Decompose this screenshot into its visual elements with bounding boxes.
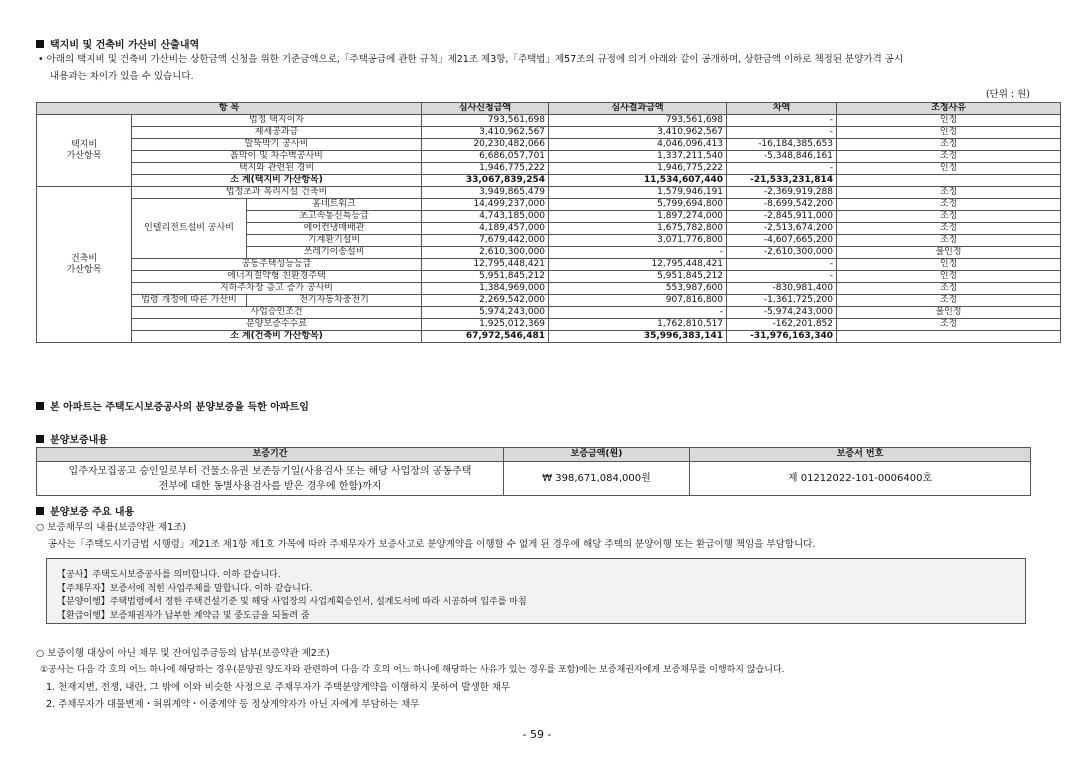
result-amount: 5,799,694,800 [549,199,727,211]
section-title-main-content: 분양보증 주요 내용 [36,503,134,518]
table-row [37,139,1061,151]
section-description: • 아래의 택지비 및 건축비 가산비는 상한금액 신청을 위한 기준금액으로,「주택공급에 관한 규칙」제21조 제3항,「주택법」제57조의 규정에 의거 아래와 같이 공개하며, 상한금액 이하로 책정된 분양가격 공시 내용과는 차이가 있을 수 있습니다. [38,54,904,82]
table-row [37,127,1061,139]
result-amount: 3,071,776,800 [549,235,727,247]
reason-cell: 불인정 [837,307,1061,319]
group-label-build: 건축비 가산항목 [37,187,132,343]
definition-box [46,558,1026,624]
applied-amount: 33,067,839,254 [422,175,549,187]
reason-cell: 조정 [837,223,1061,235]
diff-amount: - [727,163,837,175]
reason-cell: 인정 [837,127,1061,139]
header-period: 보증기간 [37,448,504,462]
row-label: 흙막이 및 차수벽공사비 [132,151,422,163]
result-amount: 1,579,946,191 [549,187,727,199]
diff-amount: -31,976,163,340 [727,331,837,343]
diff-amount: -162,201,852 [727,319,837,331]
reason-cell: 불인정 [837,247,1061,259]
reason-cell: 조정 [837,211,1061,223]
diff-amount: -1,361,725,200 [727,295,837,307]
reason-cell: 인정 [837,163,1061,175]
reason-cell: 인정 [837,259,1061,271]
empty-cell [837,331,1061,343]
law-group-label: 법령 개정에 따른 가산비 [132,295,247,307]
diff-amount: -2,845,911,000 [727,211,837,223]
result-amount: - [549,247,727,259]
applied-amount: 7,679,442,000 [422,235,549,247]
row-label: 에너지절약형 친환경주택 [132,271,422,283]
guarantee-table [36,447,1031,496]
result-amount: 1,337,211,540 [549,151,727,163]
group-label-land: 택지비 가산항목 [37,115,132,187]
clause1-body: 공사는「주택도시기금법 시행령」제21조 제1항 제1호 가목에 따라 주채무자가 보증사고로 분양계약을 이행할 수 없게 된 경우에 해당 주택의 분양이행 또는 환급이행 책임을 부담합니다. [48,539,816,550]
subtotal-row [37,175,1061,187]
clause2-title: ○ 보증이행 대상이 아닌 채무 및 잔여입주금등의 납부(보증약관 제2조) [36,648,330,659]
table-row [37,283,1061,295]
reason-cell: 인정 [837,271,1061,283]
result-amount: 1,946,775,222 [549,163,727,175]
diff-amount: -8,699,542,200 [727,199,837,211]
section-title-cost: 택지비 및 건축비 가산비 산출내역 [36,36,199,51]
header-result: 심사결과금액 [549,103,727,115]
applied-amount: 2,269,542,000 [422,295,549,307]
definition-line: 【분양이행】주택법령에서 정한 주택건설기준 및 해당 사업장의 사업계획승인서, 설계도서에 따라 시공하여 입주를 마침 [57,597,527,607]
reason-cell: 조정 [837,283,1061,295]
section-title-guarantee-notice: 본 아파트는 주택도시보증공사의 분양보증을 득한 아파트임 [36,398,309,413]
clause2-line1: ①공사는 다음 각 호의 어느 하나에 해당하는 경우(분양권 양도자와 관련하여 다음 각 호의 어느 하나에 해당하는 사유가 있는 경우를 포함)에는 보증채권자에게 보증채무를 이행하지 않습니다. [40,665,785,675]
table-row [37,295,1061,307]
square-bullet-icon [36,435,44,443]
row-label: 지하주차장 층고 증가 공사비 [132,283,422,295]
intel-group-label: 인텔리전트설비 공사비 [132,199,247,259]
header-number: 보증서 번호 [690,448,1031,462]
reason-cell: 조정 [837,139,1061,151]
section-title-guarantee: 분양보증내용 [36,431,108,446]
table-row [37,151,1061,163]
table-row [37,271,1061,283]
table-row [37,163,1061,175]
result-amount: 1,762,810,517 [549,319,727,331]
applied-amount: 5,974,243,000 [422,307,549,319]
table-row [37,187,1061,199]
square-bullet-icon [36,40,44,48]
applied-amount: 6,686,057,701 [422,151,549,163]
row-label: 분양보증수수료 [132,319,422,331]
subtotal-label: 소 계(건축비 가산항목) [132,331,422,343]
applied-amount: 4,743,185,000 [422,211,549,223]
diff-amount: - [727,127,837,139]
applied-amount: 3,410,962,567 [422,127,549,139]
diff-amount: -5,348,846,161 [727,151,837,163]
diff-amount: -2,369,919,288 [727,187,837,199]
reason-cell: 조정 [837,151,1061,163]
row-label: 법정초과 복리시설 건축비 [132,187,422,199]
applied-amount: 14,499,237,000 [422,199,549,211]
row-label: 에어컨냉매배관 [247,223,422,235]
applied-amount: 1,925,012,369 [422,319,549,331]
row-label: 기계환기설비 [247,235,422,247]
applied-amount: 1,384,969,000 [422,283,549,295]
guarantee-period: 입주자모집공고 승인일로부터 건물소유권 보존등기일(사용검사 또는 해당 사업장의 공동주택 전부에 대한 동별사용검사를 받은 경우에 한함)까지 [37,462,504,496]
table-row [37,319,1061,331]
result-amount: 11,534,607,440 [549,175,727,187]
reason-cell: 인정 [837,115,1061,127]
reason-cell: 조정 [837,319,1061,331]
definition-line: 【공사】주택도시보증공사를 의미합니다. 이하 같습니다. [57,570,281,580]
row-label: 초고속통신특등급 [247,211,422,223]
result-amount: 4,046,096,413 [549,139,727,151]
result-amount: 5,951,845,212 [549,271,727,283]
diff-amount: -830,981,400 [727,283,837,295]
result-amount: 1,675,782,800 [549,223,727,235]
clause1-title: ○ 보증채무의 내용(보증약관 제1조) [36,522,187,533]
result-amount: 907,816,800 [549,295,727,307]
page-number: - 59 - [522,728,552,741]
cost-table [36,102,1061,343]
guarantee-amount: ₩ 398,671,084,000원 [504,462,690,496]
row-label: 택지와 관련된 경비 [132,163,422,175]
row-label: 제세공과금 [132,127,422,139]
result-amount: 553,987,600 [549,283,727,295]
applied-amount: 2,610,300,000 [422,247,549,259]
diff-amount: -16,184,385,653 [727,139,837,151]
applied-amount: 3,949,865,479 [422,187,549,199]
applied-amount: 5,951,845,212 [422,271,549,283]
definition-line: 【주채무자】보증서에 적힌 사업주체를 말합니다. 이하 같습니다. [57,583,313,594]
subtotal-label: 소 계(택지비 가산항목) [132,175,422,187]
header-item: 항 목 [37,103,422,115]
row-label: 말뚝박기 공사비 [132,139,422,151]
table-row [37,115,1061,127]
header-applied: 심사신청금액 [422,103,549,115]
diff-amount: -4,607,665,200 [727,235,837,247]
applied-amount: 793,561,698 [422,115,549,127]
diff-amount: -2,610,300,000 [727,247,837,259]
clause2-line3: 2. 주채무자가 대물변제・허위계약・이중계약 등 정상계약자가 아닌 자에게 부담하는 채무 [46,699,420,710]
applied-amount: 20,230,482,066 [422,139,549,151]
diff-amount: - [727,115,837,127]
result-amount: 1,897,274,000 [549,211,727,223]
row-label: 법정 택지이자 [132,115,422,127]
diff-amount: - [727,271,837,283]
row-label: 홈네트워크 [247,199,422,211]
row-label: 쓰레기이송설비 [247,247,422,259]
square-bullet-icon [36,402,44,410]
result-amount: - [549,307,727,319]
header-diff: 차액 [727,103,837,115]
result-amount: 12,795,448,421 [549,259,727,271]
reason-cell: 조정 [837,187,1061,199]
table-row [37,199,1061,211]
diff-amount: -21,533,231,814 [727,175,837,187]
clause2-line2: 1. 천재지변, 전쟁, 내란, 그 밖에 이와 비슷한 사정으로 주채무자가 주택분양계약을 이행하지 못하여 발생한 채무 [46,682,511,693]
row-label: 사업승인조건 [132,307,422,319]
guarantee-number: 제 01212022-101-0006400호 [690,462,1031,496]
table-row [37,259,1061,271]
header-reason: 조정사유 [837,103,1061,115]
diff-amount: -2,513,674,200 [727,223,837,235]
result-amount: 35,996,383,141 [549,331,727,343]
reason-cell: 조정 [837,235,1061,247]
reason-cell: 조정 [837,295,1061,307]
applied-amount: 12,795,448,421 [422,259,549,271]
square-bullet-icon [36,507,44,515]
applied-amount: 1,946,775,222 [422,163,549,175]
empty-cell [837,175,1061,187]
table-row [37,307,1061,319]
reason-cell: 조정 [837,199,1061,211]
header-amount: 보증금액(원) [504,448,690,462]
applied-amount: 67,972,546,481 [422,331,549,343]
definition-line: 【환급이행】보증채권자가 납부한 계약금 및 중도금을 되돌려 줌 [57,610,310,621]
diff-amount: -5,974,243,000 [727,307,837,319]
unit-label: (단위 : 원) [985,89,1030,100]
row-label: 전기자동차충전기 [247,295,422,307]
subtotal-row [37,331,1061,343]
diff-amount: - [727,259,837,271]
applied-amount: 4,189,457,000 [422,223,549,235]
row-label: 공동주택성능등급 [132,259,422,271]
result-amount: 793,561,698 [549,115,727,127]
result-amount: 3,410,962,567 [549,127,727,139]
